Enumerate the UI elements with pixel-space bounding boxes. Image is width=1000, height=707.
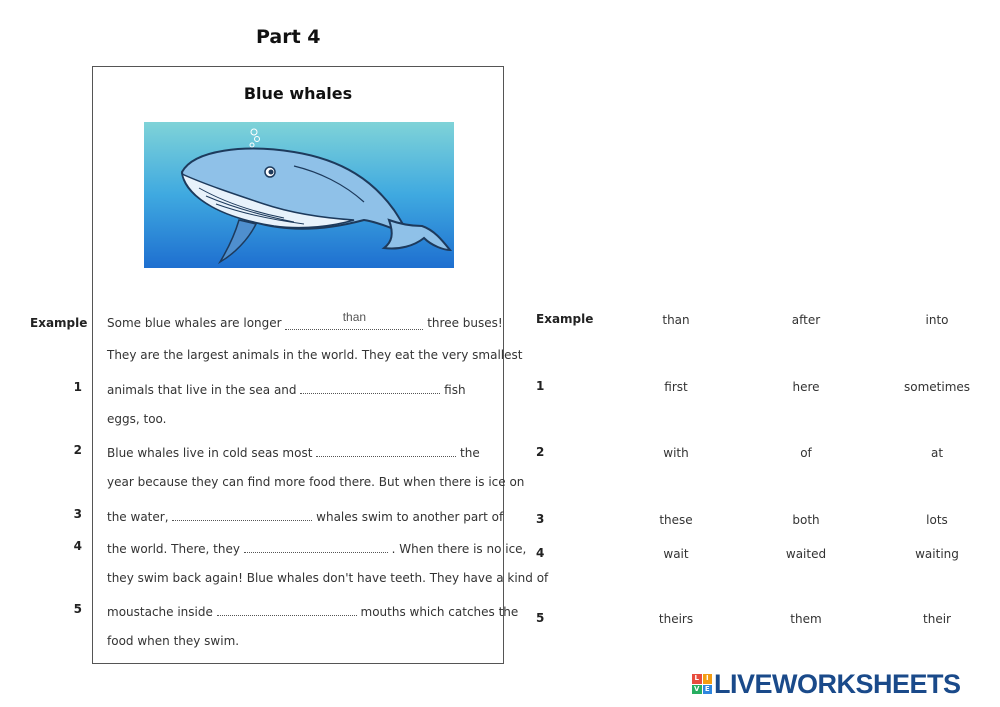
part-title: Part 4 (256, 26, 321, 48)
story-line (107, 310, 503, 330)
question-number: 1 (73, 380, 82, 394)
option-row-number: 1 (536, 379, 545, 393)
logo-text: LIVEWORKSHEETS (714, 668, 961, 699)
story-line (107, 348, 522, 362)
option-row-number: Example (536, 312, 594, 326)
option-row-number: 5 (536, 611, 545, 625)
logo-letter: E (703, 685, 713, 695)
line-text: mouths which catches the (356, 605, 519, 619)
option-word[interactable]: here (792, 380, 820, 394)
option-word[interactable]: into (925, 313, 949, 327)
line-text: . When there is no ice, (387, 542, 527, 556)
line-text: fish (440, 383, 466, 397)
line-text: whales swim to another part of (312, 510, 504, 524)
option-row-number: 3 (536, 512, 545, 526)
option-word[interactable]: both (792, 513, 820, 527)
line-text: Blue whales live in cold seas most (107, 446, 317, 460)
whale-illustration (144, 122, 454, 268)
option-word[interactable]: theirs (658, 612, 694, 626)
story-line (107, 412, 167, 426)
story-line (107, 475, 524, 489)
question-number: 2 (73, 443, 82, 457)
logo-icon (692, 674, 712, 694)
story-line (107, 602, 518, 619)
line-text: they swim back again! Blue whales don't have teeth. They have a kind of (107, 571, 549, 585)
line-text: Some blue whales are longer (107, 316, 286, 330)
example-answer: than (342, 310, 367, 324)
option-word[interactable]: them (790, 612, 822, 626)
option-word[interactable]: first (664, 380, 688, 394)
option-row-number: 2 (536, 445, 545, 459)
logo-letter: L (692, 674, 702, 684)
line-text: animals that live in the sea and (107, 383, 301, 397)
answer-gap[interactable] (217, 602, 357, 616)
line-text: the world. There, they (107, 542, 244, 556)
story-title: Blue whales (243, 84, 353, 103)
option-word[interactable]: after (791, 313, 821, 327)
line-text: the (456, 446, 480, 460)
logo-letter: V (692, 685, 702, 695)
line-text: moustache inside (107, 605, 217, 619)
story-line (107, 507, 503, 524)
option-word[interactable]: these (659, 513, 693, 527)
answer-gap[interactable] (172, 507, 312, 521)
answer-gap[interactable] (244, 539, 388, 553)
option-row-number: 4 (536, 546, 545, 560)
line-text: eggs, too. (107, 412, 167, 426)
question-number: Example (30, 316, 88, 330)
liveworksheets-logo (692, 668, 961, 700)
option-word[interactable]: their (923, 612, 951, 626)
option-word[interactable]: than (662, 313, 690, 327)
question-number: 4 (73, 539, 82, 553)
line-text: They are the largest animals in the world. They eat the very smallest (107, 348, 523, 362)
story-line (107, 380, 466, 397)
story-line (107, 571, 548, 585)
option-word[interactable]: at (930, 446, 944, 460)
answer-gap[interactable] (316, 443, 456, 457)
option-word[interactable]: wait (663, 547, 689, 561)
option-word[interactable]: lots (926, 513, 948, 527)
question-number: 3 (73, 507, 82, 521)
story-line (107, 539, 526, 556)
option-word[interactable]: with (663, 446, 689, 460)
option-word[interactable]: waited (785, 547, 827, 561)
line-text: food when they swim. (107, 634, 240, 648)
story-line (107, 634, 239, 648)
option-word[interactable]: of (800, 446, 812, 460)
option-word[interactable]: sometimes (903, 380, 971, 394)
logo-letter: I (703, 674, 713, 684)
line-text: three buses! (423, 316, 503, 330)
line-text: the water, (107, 510, 173, 524)
story-line (107, 443, 480, 460)
question-number: 5 (73, 602, 82, 616)
line-text: year because they can find more food there. But when there is ice on (107, 475, 525, 489)
answer-gap[interactable] (300, 380, 440, 394)
answer-gap[interactable] (285, 310, 423, 330)
option-word[interactable]: waiting (915, 547, 959, 561)
